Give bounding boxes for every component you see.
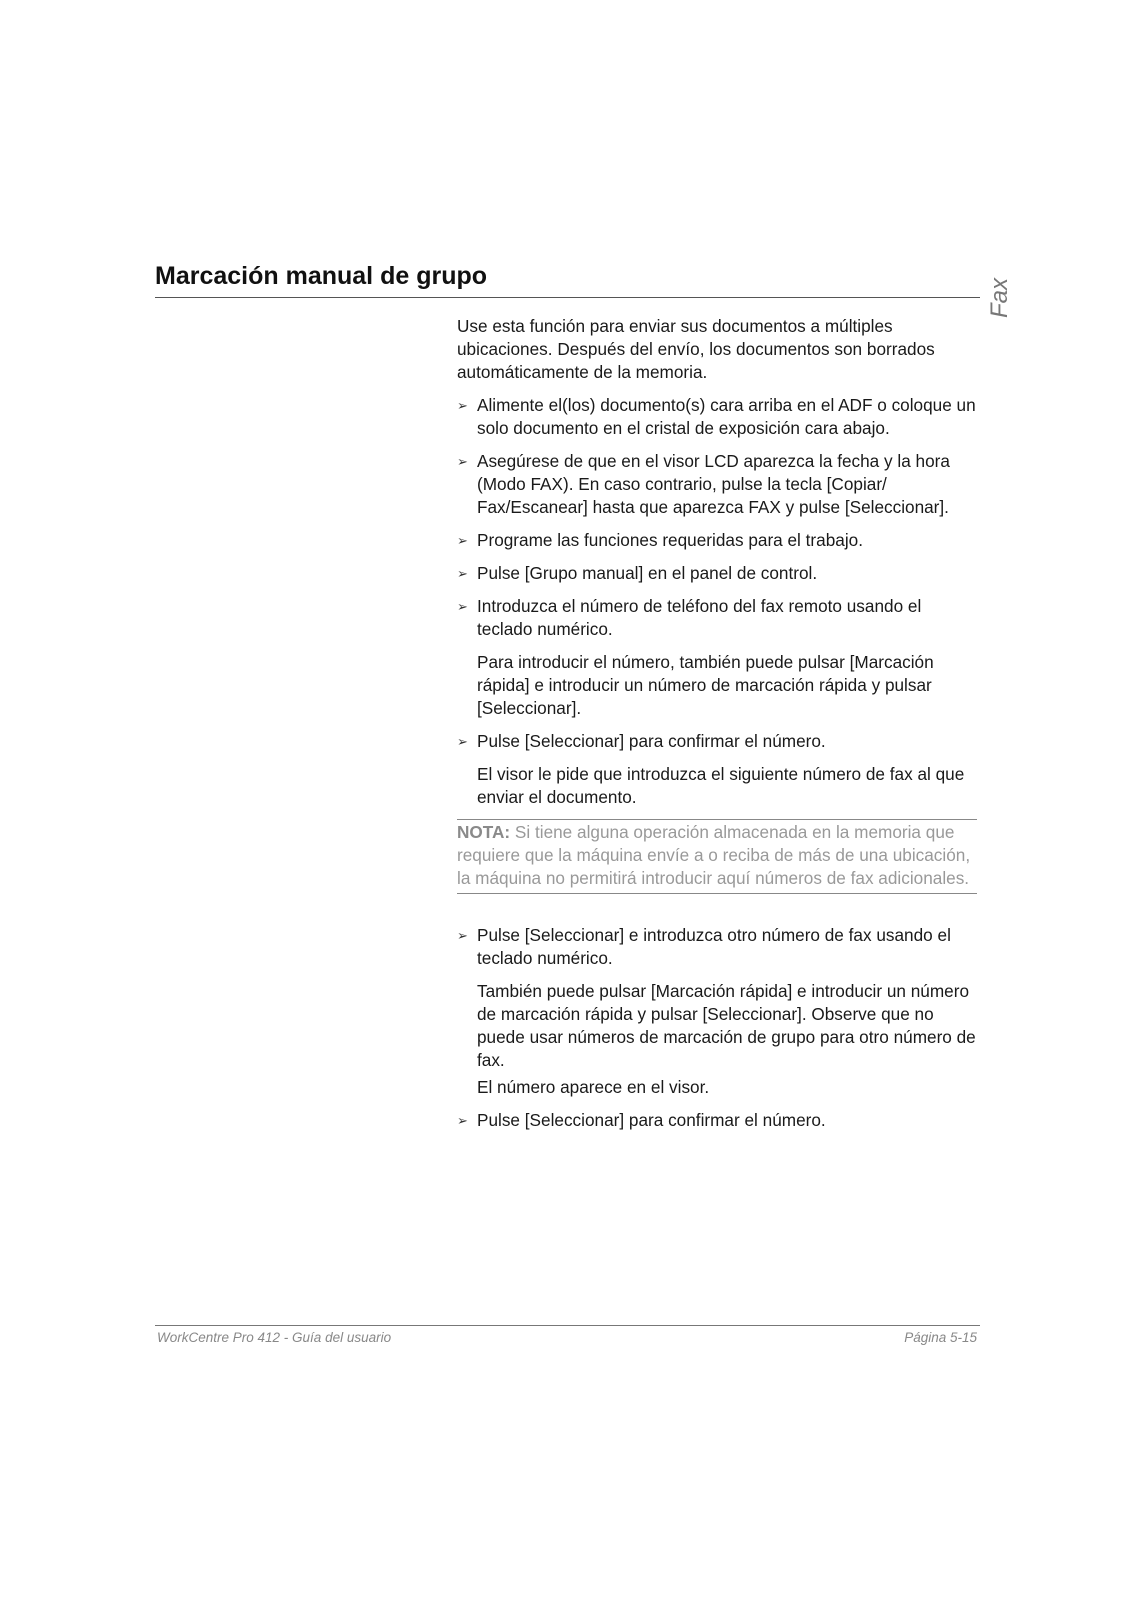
arrow-bullet-icon: ➢ bbox=[457, 566, 468, 581]
step-text: Pulse [Seleccionar] para confirmar el número. bbox=[477, 731, 826, 751]
arrow-bullet-icon: ➢ bbox=[457, 928, 468, 943]
note-box bbox=[457, 819, 977, 894]
arrow-bullet-icon: ➢ bbox=[457, 599, 468, 614]
arrow-bullet-icon: ➢ bbox=[457, 1113, 468, 1128]
step-text: Pulse [Grupo manual] en el panel de control. bbox=[477, 563, 818, 583]
step-item bbox=[457, 595, 977, 641]
step-text: Programe las funciones requeridas para el trabajo. bbox=[477, 530, 863, 550]
step-detail: El visor le pide que introduzca el siguiente número de fax al que enviar el documento. bbox=[477, 764, 965, 807]
step-item bbox=[457, 1109, 977, 1132]
step-item bbox=[457, 562, 977, 585]
note-label: NOTA: bbox=[457, 822, 511, 842]
arrow-bullet-icon: ➢ bbox=[457, 734, 468, 749]
footer-divider bbox=[155, 1325, 980, 1326]
arrow-bullet-icon: ➢ bbox=[457, 533, 468, 548]
step-text: Pulse [Seleccionar] e introduzca otro número de fax usando el teclado numérico. bbox=[477, 925, 951, 968]
step-item bbox=[457, 529, 977, 552]
page-title: Marcación manual de grupo bbox=[155, 262, 488, 290]
footer-page-number: Página 5-15 bbox=[904, 1330, 977, 1345]
intro-paragraph: Use esta función para enviar sus documentos a múltiples ubicaciones. Después del envío, los documentos son borrados automáticamente de la memoria. bbox=[457, 316, 935, 382]
footer-document-title: WorkCentre Pro 412 - Guía del usuario bbox=[157, 1330, 392, 1345]
main-content bbox=[457, 315, 977, 1142]
step-item bbox=[457, 730, 977, 753]
step-detail: El número aparece en el visor. bbox=[477, 1077, 710, 1097]
title-divider bbox=[155, 297, 980, 298]
step-item bbox=[457, 924, 977, 970]
step-detail: También puede pulsar [Marcación rápida] e introducir un número de marcación rápida y pulsar [Seleccionar]. Observe que no puede usar números de marcación de grupo para otro número de fax. bbox=[477, 981, 976, 1070]
step-text: Pulse [Seleccionar] para confirmar el número. bbox=[477, 1110, 826, 1130]
step-item bbox=[457, 450, 977, 519]
section-tab: Fax bbox=[986, 277, 1013, 318]
step-item bbox=[457, 394, 977, 440]
step-text: Asegúrese de que en el visor LCD aparezca la fecha y la hora (Modo FAX). En caso contrario, pulse la tecla [Copiar/ Fax/Escanear] hasta que aparezca FAX y pulse [Seleccionar]. bbox=[477, 451, 950, 517]
arrow-bullet-icon: ➢ bbox=[457, 398, 468, 413]
note-text: Si tiene alguna operación almacenada en la memoria que requiere que la máquina envíe a o reciba de más de una ubicación, la máquina no permitirá introducir aquí números de fax adicionales. bbox=[457, 822, 971, 888]
step-text: Introduzca el número de teléfono del fax remoto usando el teclado numérico. bbox=[477, 596, 922, 639]
step-detail: Para introducir el número, también puede pulsar [Marcación rápida] e introducir un número de marcación rápida y pulsar [Seleccionar]. bbox=[477, 652, 934, 718]
arrow-bullet-icon: ➢ bbox=[457, 454, 468, 469]
step-text: Alimente el(los) documento(s) cara arriba en el ADF o coloque un solo documento en el cristal de exposición cara abajo. bbox=[477, 395, 976, 438]
